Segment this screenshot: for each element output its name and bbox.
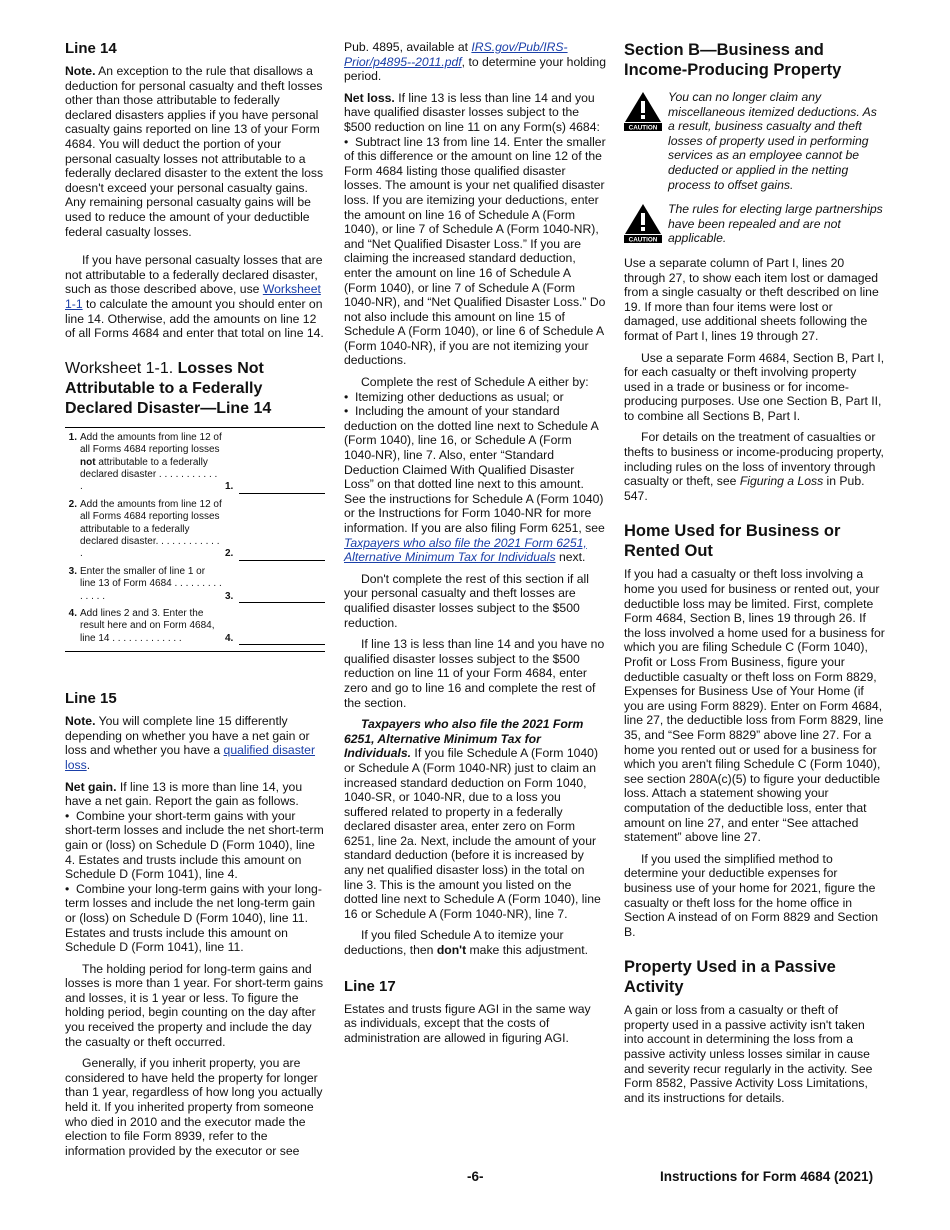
line14-heading: Line 14: [65, 40, 117, 57]
bullet-itemizing: • Itemizing other deductions as usual; or: [344, 389, 564, 404]
worksheet-entry-line-1[interactable]: [239, 483, 325, 494]
separate-column-paragraph: Use a separate column of Part I, lines 20 through 27, to show each item lost or damaged from a single casualty or theft described on line 19. If more than four items were lost or damaged, use additional sheets following the format of Part I, lines 19 through 27.: [624, 255, 879, 343]
bullet-short-term: • Combine your short-term gains with your short-term losses and include the net short-term gain or (loss) on Schedule D (Form 1040), line 4. Estates and trusts include this amount on Schedule D (Form 1041), line 4.: [65, 808, 324, 882]
taxpayers-6251-paragraph: Taxpayers who also file the 2021 Form 6251, Alternative Minimum Tax for Individuals. If you file Schedule A (Form 1040) or Schedule A (Form 1040-NR) just to claim an increased standard deduction on Form 1040, 1040-SR, or 1040-NR, due to a loss you suffered related to property in a federally declared disaster area, enter zero on Form 6251, line 2a. Next, include the amount of your standard deduction (before it is increased by any net qualified disaster loss) in the total on line 3. This is the amount you listed on the dotted line next to Schedule A (Form 1040), line 16 or Schedule A (Form 1040-NR), line 7.: [344, 717, 601, 921]
worksheet-title: Worksheet 1-1. Losses Not Attributable to a Federally Declared Disaster—Line 14: [65, 359, 272, 417]
page-number: -6-: [467, 1169, 484, 1184]
holding-period-paragraph: The holding period for long-term gains and losses is more than 1 year. For short-term gains and losses, it is 1 year or less. To figure the holding period, begin counting on the day after you received the property and include the day the casualty or theft occurred.: [65, 961, 324, 1049]
filed-schedule-a-paragraph: If you filed Schedule A to itemize your deductions, then don't make this adjustment.: [344, 928, 589, 958]
line17-paragraph: Estates and trusts figure AGI in the same way as individuals, except that the costs of administration are allowed in figuring AGI.: [344, 1001, 591, 1045]
column-1: [65, 40, 325, 1165]
caution-box-2: CAUTION The rules for electing large partnerships have been repealed and are not applicable.: [624, 202, 886, 246]
caution-icon: [624, 91, 662, 131]
svg-text:CAUTION: CAUTION: [628, 236, 658, 244]
net-gain-paragraph: Net gain. If line 13 is more than line 14, you have a net gain. Report the gain as follows.: [65, 779, 303, 809]
section-b-heading: Section B—Business and Income-Producing Property: [624, 41, 842, 79]
net-loss-paragraph: Net loss. If line 13 is less than line 14 and you have qualified disaster losses subject to the $500 reduction on line 11 on any Form(s) 4684:: [344, 90, 600, 134]
complete-rest-paragraph: Complete the rest of Schedule A either by:: [361, 375, 589, 390]
home-used-paragraph: If you had a casualty or theft loss involving a home you used for business or rented out, your deductible loss may be limited. First, complete Form 4684, Section B, lines 19 through 26. If the loss involved a home used for a business for which you are filing Schedule C (Form 1040), Profit or Loss From Business, figure your deductible casualty or theft loss on Form 8829, Expenses for Business Use of Your Home (if you are using Form 8829). Enter on Form 4684, line 27, the deductible loss from Form 8829, line 35, and “See Form 8829” above line 27. For a home you rented out or used for a business for which you aren't filing Schedule C (Form 1040), see section 280A(c)(5) to figure your deductible loss. Attach a statement showing your computation of the deductible loss, enter that amount on line 27, and enter “See attached statement” above line 27.: [624, 567, 885, 845]
worksheet-table: [65, 427, 325, 653]
svg-text:CAUTION: CAUTION: [628, 124, 658, 131]
simplified-method-paragraph: If you used the simplified method to determine your deductible expenses for business use of your home for 2021, figure the casualty or theft loss for the home office in Section A instead of on Form 8829 and Section B.: [624, 851, 879, 939]
home-used-heading: Home Used for Business or Rented Out: [624, 522, 841, 561]
column-2: [344, 40, 606, 1052]
holding-period-continued: Pub. 4895, available at IRS.gov/Pub/IRS-Prior/p4895--2011.pdf, to determine your holding period.: [344, 40, 606, 84]
line15-heading: Line 15: [65, 690, 117, 708]
worksheet-1-1-link[interactable]: Worksheet 1-1: [65, 282, 321, 311]
line13-less-paragraph: If line 13 is less than line 14 and you have no qualified disaster losses subject to the $500 reduction on line 11 of your Form 4684, enter zero and go to line 16 and complete the rest of the section.: [344, 637, 605, 710]
pub-4895-link[interactable]: IRS.gov/Pub/IRS-Prior/p4895--2011.pdf: [344, 40, 568, 69]
worksheet-row: 2. Add the amounts from line 12 of all Forms 4684 reporting losses attributable to a federally declared disaster. . . . . . . . . . . . . 2.: [65, 499, 325, 561]
worksheet-row: 1. Add the amounts from line 12 of all Forms 4684 reporting losses not attributable to a federally declared disaster . . . . . . . . . . . . 1.: [65, 432, 325, 494]
line15-note: Note. You will complete line 15 differently depending on whether you have a net gain or loss and whether you have a qualified disaster loss.: [65, 714, 316, 772]
details-paragraph: For details on the treatment of casualties or thefts to business or income-producing property, including rules on the loss of inventory through casualty or theft, see Figuring a Loss in Pub. 547.: [624, 430, 884, 503]
worksheet-entry-line-2[interactable]: [239, 550, 325, 561]
worksheet-row: 4. Add lines 2 and 3. Enter the result here and on Form 4684, line 14 . . . . . . . . . . . . . 4.: [65, 608, 325, 645]
dont-complete-paragraph: Don't complete the rest of this section if all your personal casualty and theft losses are qualified disaster losses subject to the $500 reduction.: [344, 571, 589, 630]
line17-heading: Line 17: [344, 977, 396, 995]
worksheet-row: 3. Enter the smaller of line 1 or line 13 of Form 4684 . . . . . . . . . . . . . . 3.: [65, 566, 325, 603]
passive-activity-heading: Property Used in a Passive Activity: [624, 958, 836, 997]
caution-box-1: CAUTION You can no longer claim any miscellaneous itemized deductions. As a result, business casualty and theft losses of property used in performing services as an employee cannot be deducted or applied in the netting process to offset gains.: [624, 90, 886, 192]
separate-form-paragraph: Use a separate Form 4684, Section B, Part I, for each casualty or theft involving property used in a trade or business or for income-producing purposes. Use one Section B, Part II, to combine all Sections B, Part I.: [624, 350, 885, 423]
bullet-subtract: • Subtract line 13 from line 14. Enter the smaller of this difference or the amount on line 12 of the Form 4684 listing those qualified disaster losses. The amount is your net qualified disaster loss. If you are itemizing your deductions, enter the amount on line 16 of Schedule A (Form 1040), or line 7 of Schedule A (Form 1040-NR), and “Net Qualified Disaster Loss.” If you are claiming the increased standard deduction, enter the amount on line 16 of Schedule A (Form 1040), or line 7 of Schedule A (Form 1040-NR), and “Net Qualified Disaster Loss.” Do not also include this amount on line 15 of Schedule A (Form 1040), or line 6 of Schedule A (Form 1040-NR), if you are not itemizing your deductions.: [344, 134, 606, 368]
bullet-including: • Including the amount of your standard deduction on the dotted line next to Schedule A (Form 1040), line 16, or Schedule A (Form 1040-NR), line 7. Also, enter “Standard Deduction Claimed With Qualified Disaster Loss” on that dotted line next to this amount. See the instructions for Schedule A (Form 1040) or the Instructions for Form 1040-NR for more information. If you are also filing Form 6251, see Taxpayers who also file the 2021 Form 6251, Alternative Minimum Tax for Individuals next.: [344, 404, 605, 565]
line14-paragraph: If you have personal casualty losses that are not attributable to a federally declared disaster, such as those described above, use Worksheet 1-1 to calculate the amount you should enter on line 14. Otherwise, add the amounts on line 12 of all Forms 4684 and enter that total on line 14.: [65, 253, 324, 341]
qualified-disaster-loss-link[interactable]: qualified disaster loss: [65, 743, 316, 772]
inherit-paragraph: Generally, if you inherit property, you are considered to have held the property for longer than 1 year, regardless of how long you actually held it. If you inherited property from someone who died in 2010 and the executor made the election to file Form 8939, refer to the information provided by the executor or see: [65, 1056, 323, 1158]
worksheet-entry-line-3[interactable]: [239, 592, 325, 603]
worksheet-entry-line-4[interactable]: [239, 634, 325, 645]
passive-activity-paragraph: A gain or loss from a casualty or theft of property used in a passive activity isn't taken into account in determining the loss from a passive activity unless losses similar in cause and severity recur regularly in the activity. See Form 8582, Passive Activity Loss Limitations, and its instructions for details.: [624, 1003, 873, 1105]
caution-icon: [624, 203, 662, 243]
taxpayers-6251-link[interactable]: Taxpayers who also file the 2021 Form 6251, Alternative Minimum Tax for Individuals: [344, 535, 587, 565]
footer-title: Instructions for Form 4684 (2021): [660, 1169, 874, 1184]
column-3: [624, 40, 886, 1112]
bullet-long-term: • Combine your long-term gains with your long-term losses and include the net long-term gain or (loss) on Schedule D (Form 1040), line 11. Estates and trusts include this amount on Schedule D (Form 1041), line 11.: [65, 881, 322, 955]
line14-note: Note. An exception to the rule that disallows a deduction for personal casualty and theft losses other than those attributable to federally declared disasters applies if you have personal casualty gains reported on line 13 of your Form 4684. You will deduct the portion of your personal casualty losses not attributable to a federally declared disaster to the extent the loss doesn't exceed your personal casualty gains. Any remaining personal casualty gains will be used to reduce the amount of your deductible federal casualty losses.: [65, 64, 324, 239]
